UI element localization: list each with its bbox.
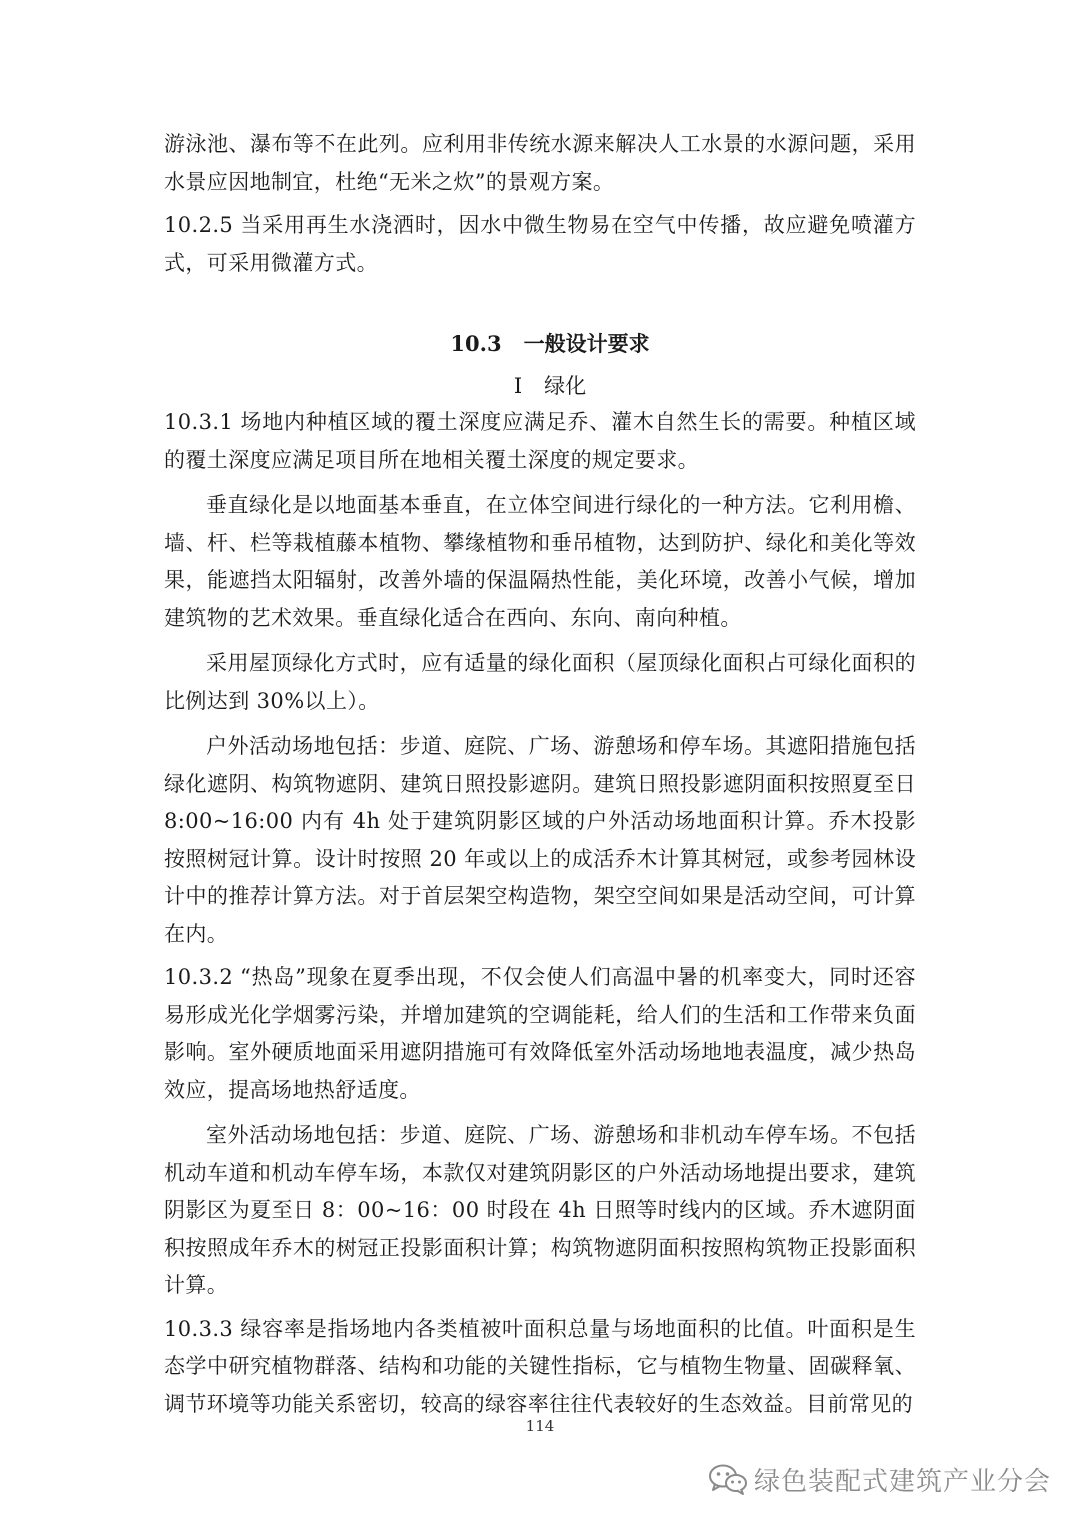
paragraph-water-features: 游泳池、瀑布等不在此列。应利用非传统水源来解决人工水景的水源问题，采用水景应因地制宜，杜绝“无米之炊”的景观方案。 bbox=[164, 132, 916, 194]
page-content bbox=[164, 126, 916, 1423]
subsection-number: Ⅰ bbox=[513, 374, 523, 398]
clause-10-2-5 bbox=[164, 207, 916, 282]
section-title: 一般设计要求 bbox=[523, 331, 650, 356]
paragraph-outdoor-activity: 户外活动场地包括：步道、庭院、广场、游憩场和停车场。其遮阳措施包括绿化遮阴、构筑物遮阴、建筑日照投影遮阴。建筑日照投影遮阴面积按照夏至日 8:00~16:00 内有 4h 处于建筑阴影区域的户外活动场地面积计算。乔木投影按照树冠计算。设计时按照 20 年或以上的成活乔木计算其树冠，或参考园林设计中的推荐计算方法。对于首层架空构造物，架空空间如果是活动空间，可计算在内。 bbox=[164, 734, 916, 946]
clause-number: 10.3.2 bbox=[164, 965, 234, 989]
paragraph-roof-greening: 采用屋顶绿化方式时，应有适量的绿化面积（屋顶绿化面积占可绿化面积的比例达到 30%以上）。 bbox=[164, 651, 916, 713]
section-number: 10.3 bbox=[450, 331, 502, 356]
watermark bbox=[708, 1459, 1051, 1499]
wechat-icon bbox=[708, 1462, 748, 1496]
subsection-title: 绿化 bbox=[544, 374, 587, 398]
clause-number: 10.3.3 bbox=[164, 1316, 234, 1341]
clause-number: 10.3.1 bbox=[164, 410, 234, 434]
paragraph-outdoor-activity-2: 室外活动场地包括：步道、庭院、广场、游憩场和非机动车停车场。不包括机动车道和机动车停车场，本款仅对建筑阴影区的户外活动场地提出要求，建筑阴影区为夏至日 8：00~16：00 时段在 4h 日照等时线内的区域。乔木遮阴面积按照成年乔木的树冠正投影面积计算；构筑物遮阴面积按照构筑物正投影面积计算。 bbox=[164, 1123, 916, 1297]
clause-number: 10.2.5 bbox=[164, 213, 234, 237]
section-heading-10-3 bbox=[164, 326, 916, 362]
subsection-heading-greening bbox=[164, 368, 916, 404]
clause-text: “热岛”现象在夏季出现，不仅会使人们高温中暑的机率变大，同时还容易形成光化学烟雾污染，并增加建筑的空调能耗，给人们的生活和工作带来负面影响。室外硬质地面采用遮阴措施可有效降低室外活动场地地表温度，减少热岛效应，提高场地热舒适度。 bbox=[164, 965, 916, 1102]
clause-10-3-1 bbox=[164, 404, 916, 479]
clause-text: 当采用再生水浇洒时，因水中微生物易在空气中传播，故应避免喷灌方式，可采用微灌方式。 bbox=[164, 213, 916, 275]
clause-text: 绿容率是指场地内各类植被叶面积总量与场地面积的比值。叶面积是生态学中研究植物群落、结构和功能的关键性指标，它与植物生物量、固碳释氧、调节环境等功能关系密切，较高的绿容率往往代表较好的生态效益。目前常见的 bbox=[164, 1316, 916, 1416]
clause-10-3-3 bbox=[164, 1311, 916, 1424]
watermark-text: 绿色装配式建筑产业分会 bbox=[754, 1466, 1052, 1497]
clause-text: 场地内种植区域的覆土深度应满足乔、灌木自然生长的需要。种植区域的覆土深度应满足项目所在地相关覆土深度的规定要求。 bbox=[164, 410, 916, 472]
clause-10-3-2 bbox=[164, 959, 916, 1109]
paragraph-vertical-greening: 垂直绿化是以地面基本垂直，在立体空间进行绿化的一种方法。它利用檐、墙、杆、栏等栽植藤本植物、攀缘植物和垂吊植物，达到防护、绿化和美化等效果，能遮挡太阳辐射，改善外墙的保温隔热性能，美化环境，改善小气候，增加建筑物的艺术效果。垂直绿化适合在西向、东向、南向种植。 bbox=[164, 493, 916, 630]
page-number: 114 bbox=[525, 1417, 555, 1435]
